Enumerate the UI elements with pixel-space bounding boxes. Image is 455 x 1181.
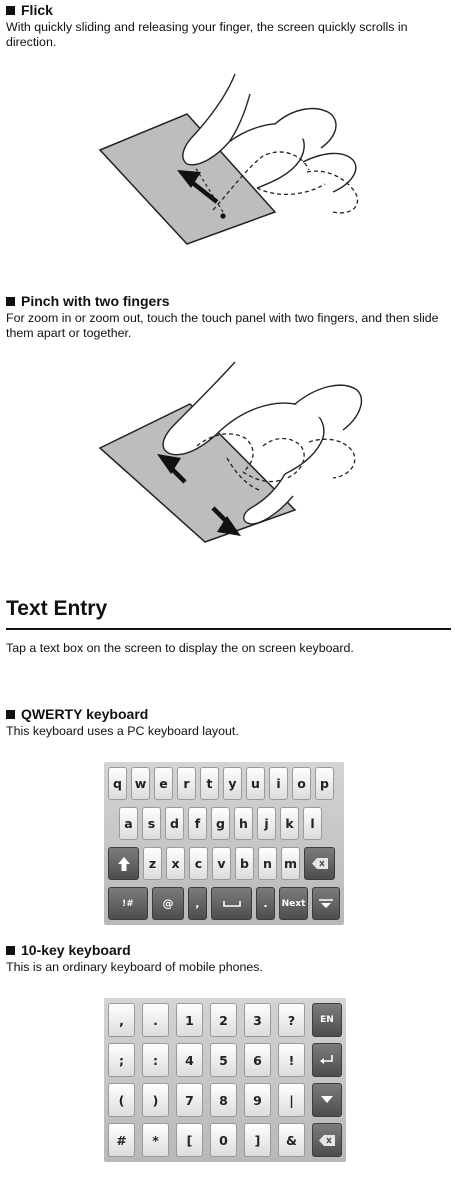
shift-icon	[118, 857, 130, 871]
key-k[interactable]: k	[280, 807, 299, 840]
bullet-square-icon	[6, 6, 15, 15]
qwerty-heading	[6, 706, 148, 722]
key-z[interactable]: z	[143, 847, 162, 880]
key-close-paren[interactable]: )	[142, 1083, 169, 1117]
key-4[interactable]: 4	[176, 1043, 203, 1077]
key-7[interactable]: 7	[176, 1083, 203, 1117]
qwerty-heading-text: QWERTY keyboard	[21, 706, 149, 722]
key-y[interactable]: y	[223, 767, 242, 800]
comma-key[interactable]: ,	[188, 887, 207, 920]
enter-key[interactable]	[312, 1043, 342, 1077]
key-9[interactable]: 9	[244, 1083, 271, 1117]
key-s[interactable]: s	[142, 807, 161, 840]
tenkey-heading-text: 10-key keyboard	[21, 942, 131, 958]
tenkey-backspace-key[interactable]	[312, 1123, 342, 1157]
key-b[interactable]: b	[235, 847, 254, 880]
qwerty-description: This keyboard uses a PC keyboard layout.	[6, 724, 239, 738]
space-icon	[223, 900, 241, 907]
key-d[interactable]: d	[165, 807, 184, 840]
key-comma[interactable]: ,	[108, 1003, 135, 1037]
key-2[interactable]: 2	[210, 1003, 237, 1037]
text-entry-title: Text Entry	[6, 597, 108, 620]
key-m[interactable]: m	[281, 847, 300, 880]
hide-keyboard-key[interactable]	[312, 887, 340, 920]
key-pipe[interactable]: |	[278, 1083, 305, 1117]
cursor-down-icon	[321, 1096, 333, 1104]
key-h[interactable]: h	[234, 807, 253, 840]
key-1[interactable]: 1	[176, 1003, 203, 1037]
bullet-square-icon	[6, 946, 15, 955]
text-entry-description: Tap a text box on the screen to display the on screen keyboard.	[6, 641, 354, 655]
tenkey-heading	[6, 942, 131, 958]
tenkey-description: This is an ordinary keyboard of mobile phones.	[6, 960, 263, 974]
key-a[interactable]: a	[119, 807, 138, 840]
backspace-icon	[319, 1135, 335, 1146]
flick-heading	[6, 2, 53, 18]
key-colon[interactable]: :	[142, 1043, 169, 1077]
key-close-bracket[interactable]: ]	[244, 1123, 271, 1157]
cursor-down-key[interactable]	[312, 1083, 342, 1117]
key-ampersand[interactable]: &	[278, 1123, 305, 1157]
key-v[interactable]: v	[212, 847, 231, 880]
key-j[interactable]: j	[257, 807, 276, 840]
pinch-heading-text: Pinch with two fingers	[21, 293, 170, 309]
key-q[interactable]: q	[108, 767, 127, 800]
bullet-square-icon	[6, 297, 15, 306]
key-exclamation[interactable]: !	[278, 1043, 305, 1077]
pinch-heading	[6, 293, 170, 309]
section-divider	[6, 628, 451, 630]
key-f[interactable]: f	[188, 807, 207, 840]
key-u[interactable]: u	[246, 767, 265, 800]
key-c[interactable]: c	[189, 847, 208, 880]
en-key[interactable]: EN	[312, 1003, 342, 1037]
key-n[interactable]: n	[258, 847, 277, 880]
period-key[interactable]: .	[256, 887, 275, 920]
key-0[interactable]: 0	[210, 1123, 237, 1157]
key-o[interactable]: o	[292, 767, 311, 800]
qwerty-keyboard	[104, 762, 344, 925]
key-period[interactable]: .	[142, 1003, 169, 1037]
bullet-square-icon	[6, 710, 15, 719]
key-question[interactable]: ?	[278, 1003, 305, 1037]
backspace-key[interactable]	[304, 847, 335, 880]
key-open-bracket[interactable]: [	[176, 1123, 203, 1157]
key-open-paren[interactable]: (	[108, 1083, 135, 1117]
flick-illustration	[95, 72, 370, 247]
pinch-illustration	[95, 360, 370, 545]
next-key[interactable]: Next	[279, 887, 308, 920]
key-6[interactable]: 6	[244, 1043, 271, 1077]
key-hash[interactable]: #	[108, 1123, 135, 1157]
tenkey-keyboard	[104, 998, 346, 1162]
key-w[interactable]: w	[131, 767, 150, 800]
key-r[interactable]: r	[177, 767, 196, 800]
key-l[interactable]: l	[303, 807, 322, 840]
key-5[interactable]: 5	[210, 1043, 237, 1077]
at-key[interactable]: @	[152, 887, 184, 920]
shift-key[interactable]	[108, 847, 139, 880]
hide-keyboard-icon	[319, 899, 333, 909]
symbols-key[interactable]: !#	[108, 887, 148, 920]
key-asterisk[interactable]: *	[142, 1123, 169, 1157]
space-key[interactable]	[211, 887, 252, 920]
key-g[interactable]: g	[211, 807, 230, 840]
backspace-icon	[312, 858, 328, 869]
flick-heading-text: Flick	[21, 2, 53, 18]
pinch-description: For zoom in or zoom out, touch the touch panel with two fingers, and then slide them apart or together.	[6, 311, 439, 340]
key-t[interactable]: t	[200, 767, 219, 800]
key-p[interactable]: p	[315, 767, 334, 800]
key-i[interactable]: i	[269, 767, 288, 800]
flick-description: With quickly sliding and releasing your finger, the screen quickly scrolls in direction.	[6, 20, 408, 49]
key-3[interactable]: 3	[244, 1003, 271, 1037]
key-semicolon[interactable]: ;	[108, 1043, 135, 1077]
key-e[interactable]: e	[154, 767, 173, 800]
key-8[interactable]: 8	[210, 1083, 237, 1117]
key-x[interactable]: x	[166, 847, 185, 880]
enter-icon	[320, 1055, 334, 1065]
